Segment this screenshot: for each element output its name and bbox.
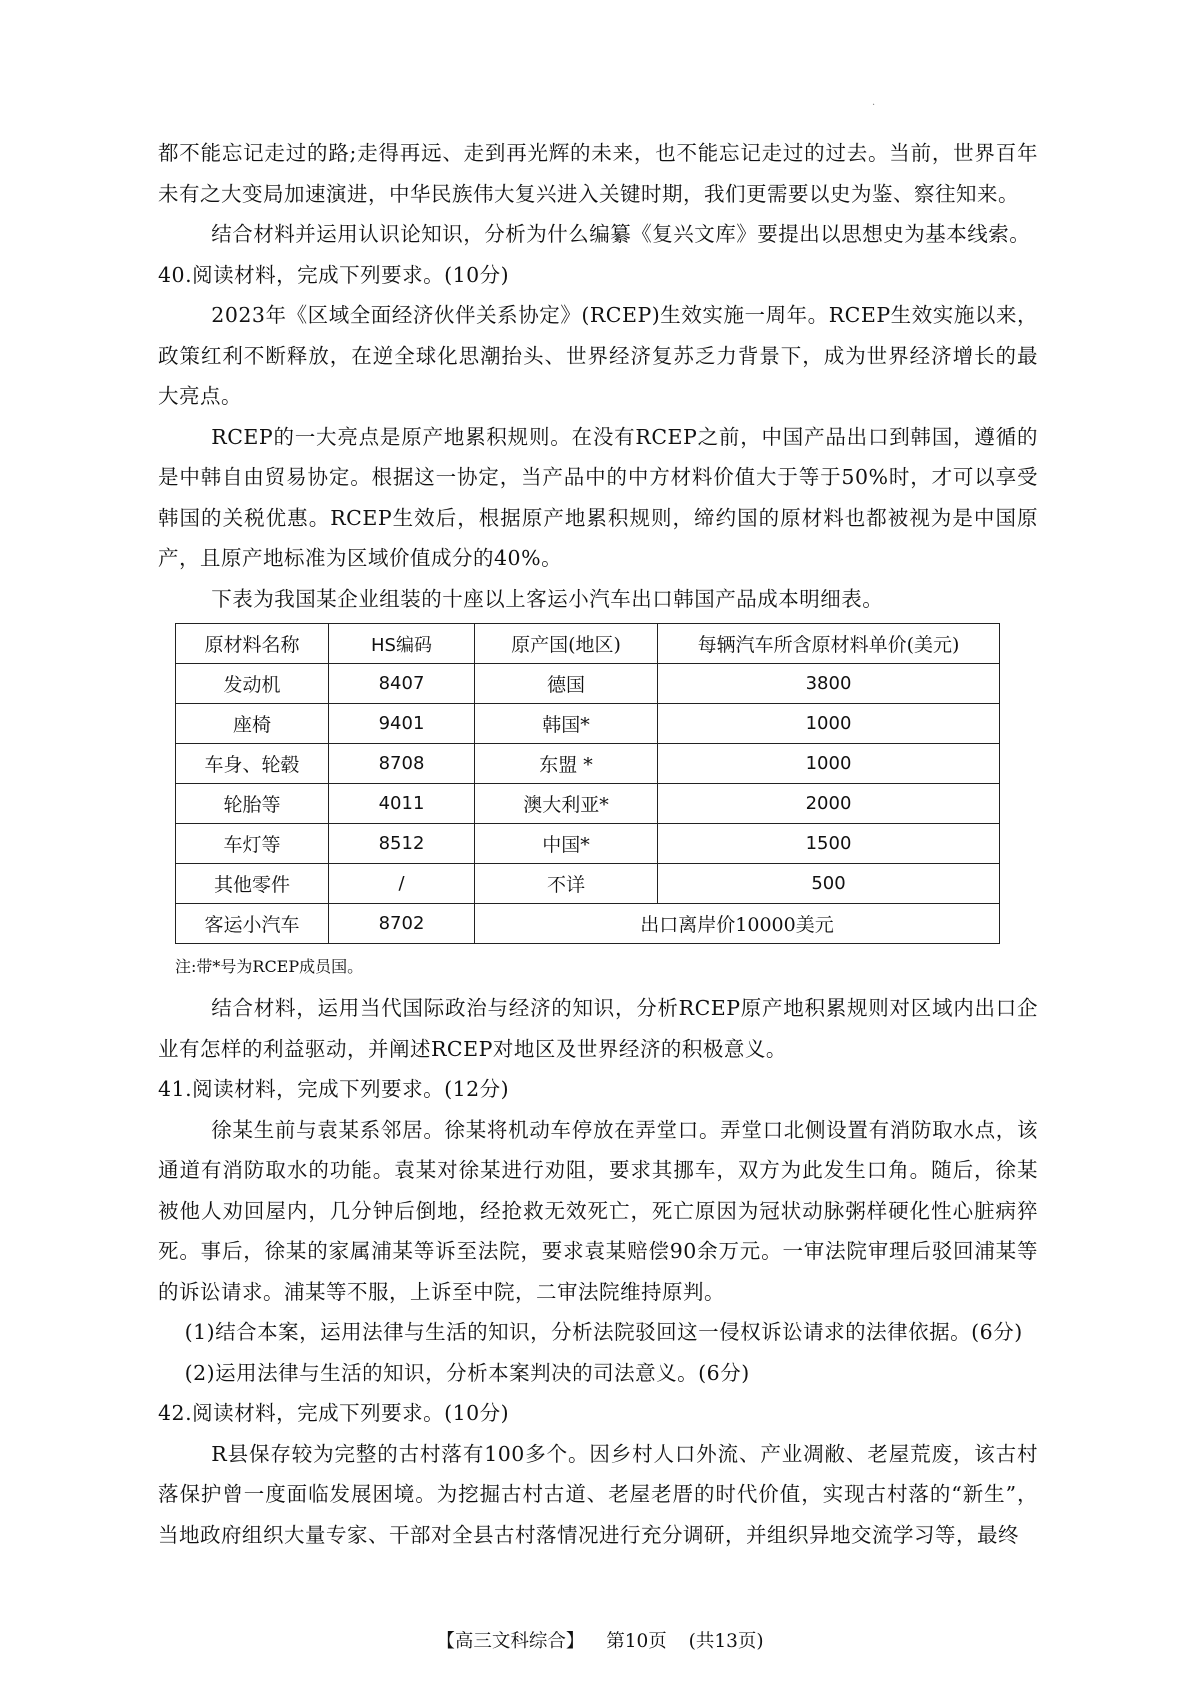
q39-task: 结合材料并运用认识论知识，分析为什么编纂《复兴文库》要提出以思想史为基本线索。 <box>211 222 1031 246</box>
cell-price: 500 <box>658 864 1000 904</box>
cell-origin: 德国 <box>475 664 658 704</box>
cell-hs-code: 8708 <box>329 744 475 784</box>
cell-material: 轮胎等 <box>176 784 329 824</box>
cell-material: 车灯等 <box>176 824 329 864</box>
q40-table-intro: 下表为我国某企业组装的十座以上客运小汽车出口韩国产品成本明细表。 <box>211 586 884 611</box>
cell-price: 3800 <box>658 664 1000 704</box>
q42-heading: 42.阅读材料，完成下列要求。(10分) <box>158 1401 510 1425</box>
cell-hs-code: 9401 <box>329 704 475 744</box>
q40-paragraph-1: 2023年《区域全面经济伙伴关系协定》(RCEP)生效实施一周年。RCEP生效实施以来，政策红利不断释放，在逆全球化思潮抬头、世界经济复苏乏力背景下，成为世界经济增长的最大亮点。 <box>158 303 1038 408</box>
cell-origin: 不详 <box>475 864 658 904</box>
cell-origin: 东盟 * <box>475 744 658 784</box>
header-unit-price: 每辆汽车所含原材料单价(美元) <box>658 624 1000 664</box>
header-hs-code: HS编码 <box>329 624 475 664</box>
cell-hs-code: 8407 <box>329 664 475 704</box>
cell-origin: 澳大利亚* <box>475 784 658 824</box>
table-row <box>176 784 1000 824</box>
cell-hs-code: 4011 <box>329 784 475 824</box>
q40-paragraph-2: RCEP的一大亮点是原产地累积规则。在没有RCEP之前，中国产品出口到韩国，遵循的是中韩自由贸易协定。根据这一协定，当产品中的中方材料价值大于等于50%时，才可以享受韩国的关税优惠。RCEP生效后，根据原产地累积规则，缔约国的原材料也都被视为是中国原产，且原产地标准为区域价值成分的40%。 <box>158 424 1038 570</box>
q42-paragraph: R县保存较为完整的古村落有100多个。因乡村人口外流、产业凋敝、老屋荒废，该古村落保护曾一度面临发展困境。为挖掘古村古道、老屋老厝的时代价值，实现古村落的“新生”，当地政府组织大量专家、干部对全县古村落情况进行充分调研，并组织异地交流学习等，最终 <box>158 1441 1038 1547</box>
cell-price: 1000 <box>658 704 1000 744</box>
table-row-total <box>176 904 1000 944</box>
page-footer <box>0 1628 1200 1656</box>
cost-table <box>175 623 1000 944</box>
footer-total-pages: (共13页) <box>688 1631 764 1652</box>
q40-heading: 40.阅读材料，完成下列要求。(10分) <box>158 262 510 287</box>
cell-price: 1500 <box>658 824 1000 864</box>
table-note: 注:带*号为RCEP成员国。 <box>175 957 364 976</box>
footer-subject: 【高三文科综合】 <box>436 1631 585 1652</box>
scan-speck: · <box>872 100 876 111</box>
q41-paragraph: 徐某生前与袁某系邻居。徐某将机动车停放在弄堂口。弄堂口北侧设置有消防取水点，该通道有消防取水的功能。袁某对徐某进行劝阻，要求其挪车，双方为此发生口角。随后，徐某被他人劝回屋内，几分钟后倒地，经抢救无效死亡，死亡原因为冠状动脉粥样硬化性心脏病猝死。事后，徐某的家属浦某等诉至法院，要求袁某赔偿90余万元。一审法院审理后驳回浦某等的诉讼请求。浦某等不服，上诉至中院，二审法院维持原判。 <box>158 1117 1038 1304</box>
intro-paragraph: 都不能忘记走过的路;走得再远、走到再光辉的未来，也不能忘记走过的过去。当前，世界百年未有之大变局加速演进，中华民族伟大复兴进入关键时期，我们更需要以史为鉴、察往知来。 <box>158 141 1038 206</box>
cell-origin: 韩国* <box>475 704 658 744</box>
cell-material: 座椅 <box>176 704 329 744</box>
cell-hs-code: 8512 <box>329 824 475 864</box>
q41-subquestion-2: (2)运用法律与生活的知识，分析本案判决的司法意义。(6分) <box>184 1360 750 1385</box>
cell-price: 1000 <box>658 744 1000 784</box>
cell-material: 发动机 <box>176 664 329 704</box>
q41-heading: 41.阅读材料，完成下列要求。(12分) <box>158 1077 510 1101</box>
header-origin: 原产国(地区) <box>475 624 658 664</box>
bottom-text <box>158 988 1038 1555</box>
cell-hs-code: 8702 <box>329 904 475 944</box>
cell-material: 其他零件 <box>176 864 329 904</box>
table-row <box>176 744 1000 784</box>
cell-material: 客运小汽车 <box>176 904 329 944</box>
top-text <box>158 133 1038 619</box>
cell-export-price: 出口离岸价10000美元 <box>475 904 1000 944</box>
cell-price: 2000 <box>658 784 1000 824</box>
table-row <box>176 864 1000 904</box>
q40-task: 结合材料，运用当代国际政治与经济的知识，分析RCEP原产地积累规则对区域内出口企业有怎样的利益驱动，并阐述RCEP对地区及世界经济的积极意义。 <box>158 996 1038 1061</box>
cell-origin: 中国* <box>475 824 658 864</box>
cell-hs-code: / <box>329 864 475 904</box>
header-material: 原材料名称 <box>176 624 329 664</box>
footer-page-number: 第10页 <box>606 1631 667 1652</box>
cell-material: 车身、轮毂 <box>176 744 329 784</box>
table-row <box>176 664 1000 704</box>
table-row <box>176 704 1000 744</box>
q41-subquestion-1: (1)结合本案，运用法律与生活的知识，分析法院驳回这一侵权诉讼请求的法律依据。(6分) <box>184 1320 1023 1344</box>
table-row <box>176 824 1000 864</box>
table-header-row <box>176 624 1000 664</box>
